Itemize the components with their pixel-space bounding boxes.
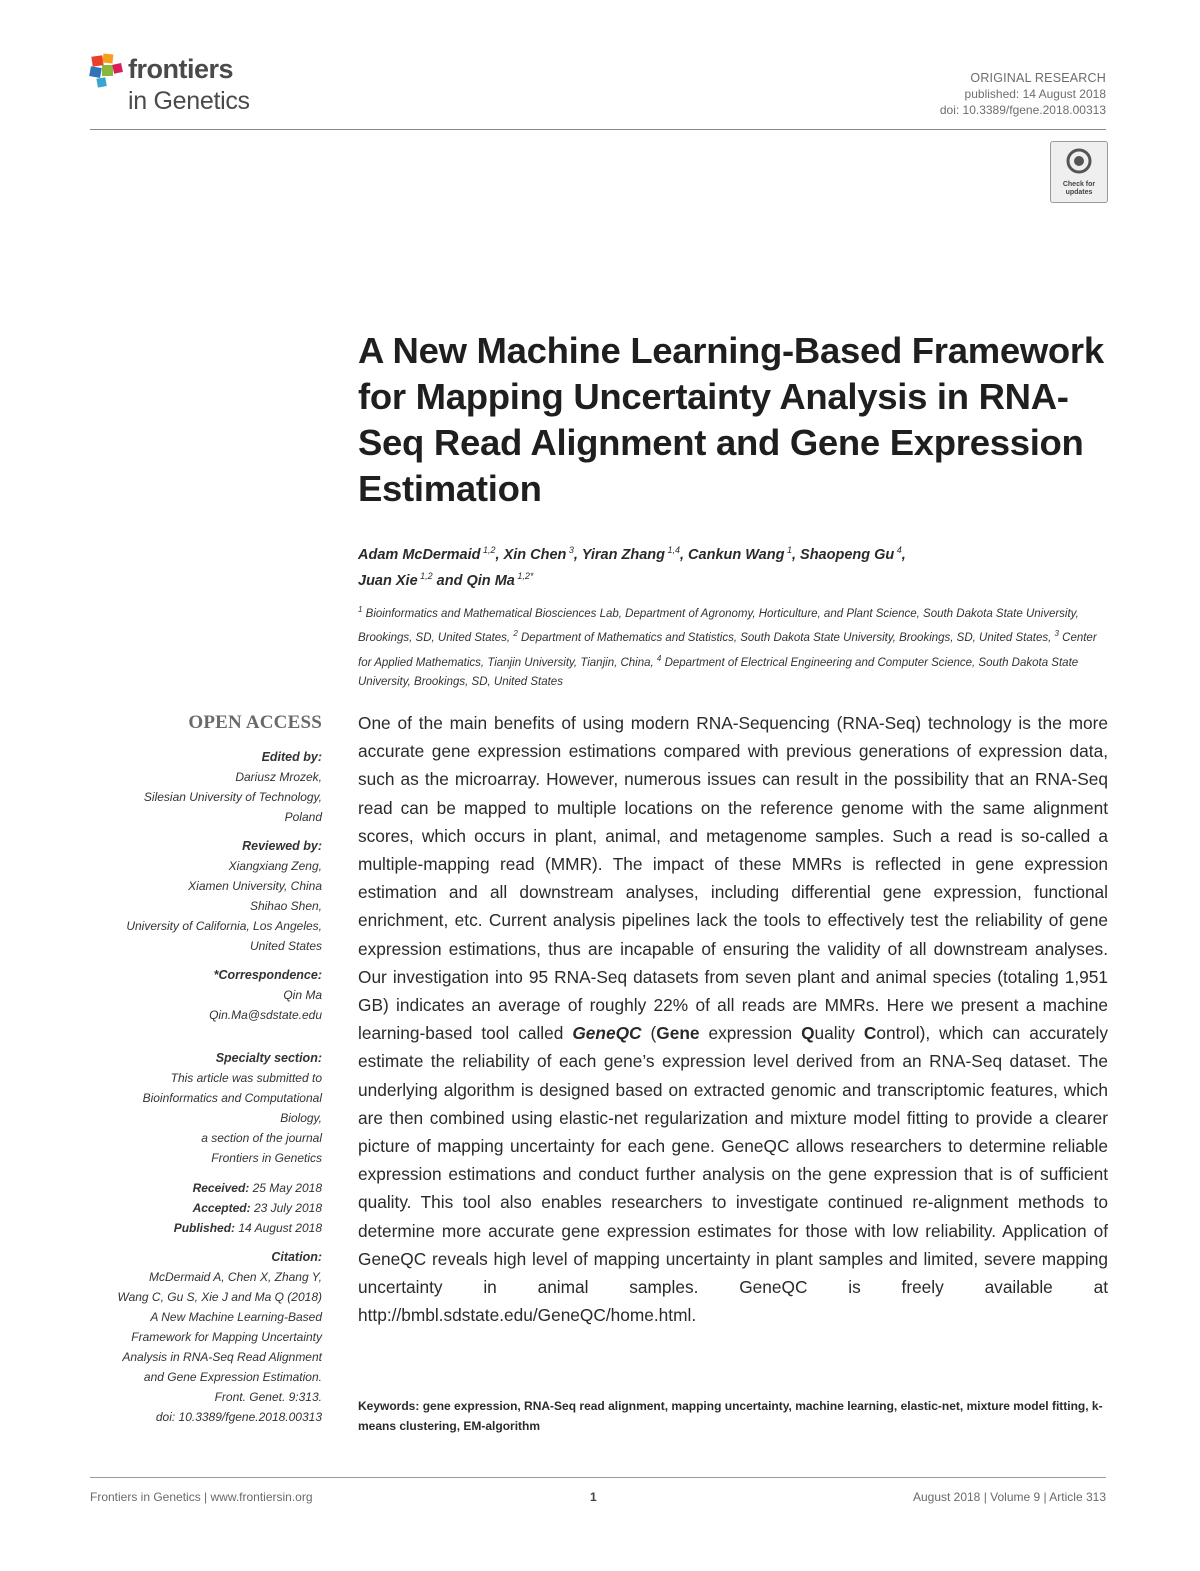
author-list (358, 540, 1118, 592)
citation-line: Analysis in RNA-Seq Read Alignment (122, 1350, 322, 1364)
citation-line: Front. Genet. 9:313. (214, 1390, 322, 1404)
specialty-line: Bioinformatics and Computational (142, 1091, 322, 1105)
article-title: A New Machine Learning-Based Framework for Mapping Uncertainty Analysis in RNA-Seq Read Alignment and Gene Expression Estimation (358, 330, 1104, 509)
edited-by-line: Dariusz Mrozek, (235, 770, 322, 784)
reviewed-by-line: United States (249, 939, 322, 953)
reviewed-by-line: University of California, Los Angeles, (126, 919, 322, 933)
specialty-line: Frontiers in Genetics (211, 1151, 322, 1165)
affiliation-text: Department of Mathematics and Statistics, South Dakota State University, Brookings, SD, United States, (517, 632, 1055, 645)
author-affiliation-marker: 3 (566, 545, 574, 555)
page-number: 1 (590, 1490, 597, 1504)
dates-section (90, 1178, 322, 1238)
author-affiliation-marker: 1,2 (480, 545, 496, 555)
citation-section (90, 1248, 322, 1427)
specialty-line: Biology, (280, 1111, 322, 1125)
correspondence-section (90, 966, 322, 1025)
check-updates-icon (1066, 148, 1092, 174)
affiliation-text: Department of Electrical Engineering and Computer Science, South Dakota State University, Brookings, SD, United States (358, 656, 1079, 688)
abstract-text: One of the main benefits of using modern RNA-Sequencing (RNA-Seq) technology is the more accurate gene expression estimations compared with previous generations of expression data, such as the microarray. However, numerous issues can result in the possibility that an RNA-Seq read can be mapped to multiple locations on the reference genome with the same alignment scores, which occurs in plant, animal, and metagenome samples. Such a read is so-called a multiple-mapping read (MMR). The impact of these MMRs is reflected in gene expression estimation and all downstream analyses, including differential gene expression, functional enrichment, etc. Current analysis pipelines lack the tools to effectively test the reliability of gene expression estimations, thus are incapable of ensuring the validity of all downstream analyses. Our investigation into 95 RNA-Seq datasets from seven plant and animal species (totaling 1,951 GB) indicates an average of roughly 22% of all reads are MMRs. Here we present a machine learning-based tool called (358, 713, 1108, 1044)
edited-by-line: Poland (284, 810, 322, 824)
author-name[interactable]: Adam McDermaid (358, 546, 481, 563)
affiliation-marker: 2 (513, 629, 518, 639)
abstract-text: ( (641, 1023, 657, 1044)
author-separator: , (573, 546, 582, 563)
author-affiliation-marker: 4 (894, 545, 902, 555)
abstract (358, 709, 1108, 1329)
abstract-text: uality (814, 1023, 864, 1044)
published-date-sidebar: Published: 14 August 2018 (173, 1221, 322, 1235)
article-sidebar (90, 712, 322, 1437)
article-doi[interactable]: doi: 10.3389/fgene.2018.00313 (939, 103, 1106, 117)
logo-wordmark: frontiers (128, 54, 234, 84)
affiliation-marker: 1 (358, 605, 363, 614)
citation-heading: Citation: (271, 1250, 322, 1264)
specialty-section (90, 1049, 322, 1168)
logo-subtitle: in Genetics (128, 87, 250, 115)
specialty-line: a section of the journal (201, 1131, 322, 1145)
reviewed-by-line: Shihao Shen, (249, 899, 322, 913)
correspondence-email[interactable]: Qin.Ma@sdstate.edu (209, 1008, 322, 1022)
article-type: ORIGINAL RESEARCH (970, 71, 1106, 85)
author-affiliation-marker: 1 (784, 545, 792, 555)
author-separator: , (791, 546, 801, 563)
published-date: published: 14 August 2018 (964, 87, 1106, 101)
acronym-letter: Q (801, 1023, 815, 1044)
citation-line: McDermaid A, Chen X, Zhang Y, (149, 1270, 322, 1284)
reviewed-by-section (90, 837, 322, 956)
citation-line: A New Machine Learning-Based (150, 1310, 322, 1324)
author-affiliation-marker: 1,2 (417, 570, 433, 581)
author-separator: , (495, 546, 504, 563)
reviewed-by-line: Xiangxiang Zeng, (228, 859, 322, 873)
author-name[interactable]: Juan Xie (358, 572, 418, 589)
abstract-text: expression (699, 1023, 802, 1044)
author-affiliation-marker: 1,2* (514, 570, 534, 581)
footer-issue: August 2018 | Volume 9 | Article 313 (912, 1490, 1106, 1504)
author-separator: , (679, 546, 689, 563)
keywords (358, 1396, 1108, 1436)
edited-by-section (90, 748, 322, 827)
affiliation-marker: 4 (656, 653, 662, 663)
abstract-text: ), which can accurately estimate the reliability of each gene’s expression level derived from an RNA-Seq dataset. The underlying algorithm is designed based on extracted genomic and transcriptomic features, which are then combined using elastic-net regularization and mixture model fitting to provide a clearer picture of mapping uncertainty for each gene. GeneQC allows researchers to determine reliable expression estimations and conduct further analysis on the gene expression that is of sufficient quality. This tool also enables researchers to investigate continued re-alignment methods to determine more accurate gene expression estimates for those with low reliability. Application of GeneQC reveals high level of mapping uncertainty in plant samples and limited, severe mapping uncertainty in animal samples. GeneQC is freely available at http://bmbl.sdstate.edu/GeneQC/home.html. (358, 1023, 1108, 1326)
affiliations (358, 600, 1108, 692)
edited-by-line: Silesian University of Technology, (143, 790, 322, 804)
affiliation-text: Center for Applied Mathematics, Tianjin University, Tianjin, China, (358, 632, 1097, 669)
abstract-text: ontrol (876, 1023, 920, 1044)
received-date: Received: 25 May 2018 (192, 1181, 322, 1195)
acronym-letter: C (863, 1023, 877, 1044)
author-name[interactable]: Cankun Wang (688, 546, 785, 563)
affiliation-marker: 3 (1054, 629, 1059, 639)
acronym-letter: Gene (656, 1023, 700, 1044)
check-updates-badge[interactable] (1050, 141, 1108, 203)
header-divider (90, 129, 1106, 130)
author-name[interactable]: Shaopeng Gu (800, 546, 895, 563)
citation-doi[interactable]: doi: 10.3389/fgene.2018.00313 (155, 1410, 322, 1424)
tool-name: GeneQC (572, 1023, 642, 1044)
badge-label: Check for updates (1062, 181, 1096, 196)
specialty-line: This article was submitted to (170, 1071, 322, 1085)
author-name[interactable]: Yiran Zhang (581, 546, 665, 563)
reviewed-by-line: Xiamen University, China (188, 879, 322, 893)
correspondence-heading: *Correspondence: (213, 968, 322, 982)
footer-journal[interactable]: Frontiers in Genetics | www.frontiersin.org (90, 1490, 313, 1504)
open-access-label: OPEN ACCESS (188, 712, 322, 733)
footer-divider (90, 1477, 1106, 1478)
citation-line: Framework for Mapping Uncertainty (131, 1330, 322, 1344)
keywords-label: Keywords: (358, 1399, 423, 1413)
specialty-heading: Specialty section: (215, 1051, 322, 1065)
author-affiliation-marker: 1,4 (664, 545, 680, 555)
edited-by-heading: Edited by: (261, 750, 322, 764)
accepted-date: Accepted: 23 July 2018 (192, 1201, 322, 1215)
journal-logo (88, 50, 278, 120)
affiliation-text: Bioinformatics and Mathematical Biosciences Lab, Department of Agronomy, Horticulture, and Plant Science, South Dakota State University, Brookings, SD, United States, (358, 607, 1079, 645)
citation-line: and Gene Expression Estimation. (143, 1370, 322, 1384)
keywords-list: gene expression, RNA-Seq read alignment, mapping uncertainty, machine learning, elastic-net, mixture model fitting, k-means clustering, EM-algorithm (358, 1399, 1103, 1433)
author-name[interactable]: Qin Ma (466, 572, 515, 589)
author-separator: and (432, 572, 467, 589)
citation-line: Wang C, Gu S, Xie J and Ma Q (2018) (117, 1290, 322, 1304)
author-separator: , (901, 546, 906, 563)
correspondence-name: Qin Ma (283, 988, 322, 1002)
article-meta (940, 70, 1106, 118)
author-name[interactable]: Xin Chen (503, 546, 567, 563)
frontiers-logo-icon (88, 52, 128, 92)
reviewed-by-heading: Reviewed by: (242, 839, 322, 853)
